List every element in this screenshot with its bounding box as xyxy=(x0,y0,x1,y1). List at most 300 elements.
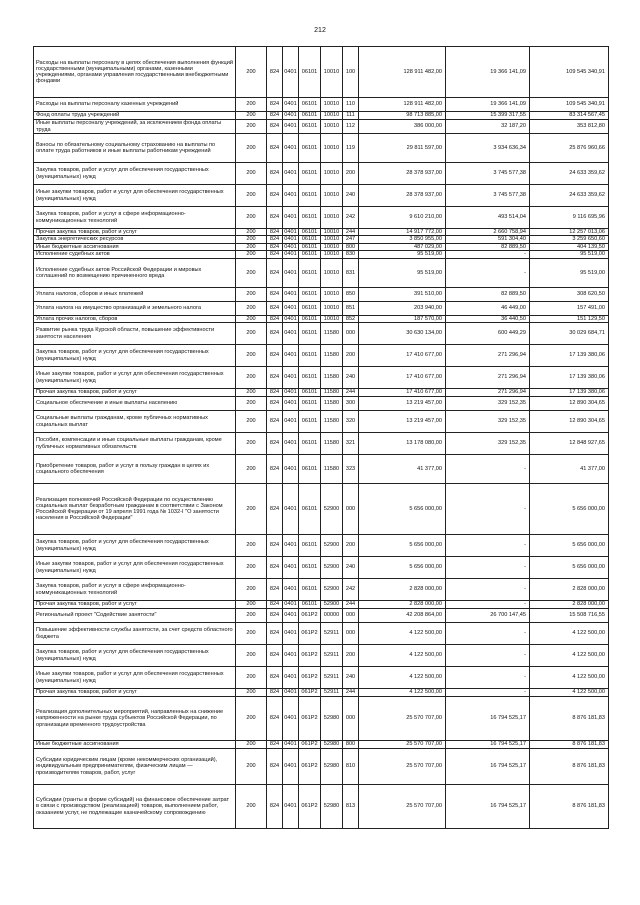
unexecuted-amount: 109 545 340,91 xyxy=(530,98,609,112)
approved-amount: 14 917 772,00 xyxy=(359,229,446,236)
executed-amount: 591 304,40 xyxy=(446,236,530,243)
expense-type-code: 321 xyxy=(343,433,359,455)
unexecuted-amount: 404 139,50 xyxy=(530,243,609,250)
row-name: Субсидии (гранты в форме субсидий) на финансовое обеспечение затрат в связи с производством (реализацией) товаров, выполнением работ, оказанием услуг, не подлежащие казначейскому сопровождению xyxy=(34,785,236,829)
table-row xyxy=(34,689,609,697)
budget-code: 200 xyxy=(236,367,267,389)
direction-code: 10010 xyxy=(321,163,343,185)
table-row xyxy=(34,455,609,484)
row-name: Фонд оплаты труда учреждений xyxy=(34,112,236,120)
budget-code: 200 xyxy=(236,163,267,185)
table-row xyxy=(34,785,609,829)
budget-code: 200 xyxy=(236,623,267,645)
section-code: 0401 xyxy=(283,134,299,163)
direction-code: 11580 xyxy=(321,389,343,397)
admin-code: 824 xyxy=(267,741,283,749)
admin-code: 824 xyxy=(267,609,283,623)
table-row xyxy=(34,484,609,535)
unexecuted-amount: 308 620,50 xyxy=(530,287,609,301)
row-name: Закупка товаров, работ и услуг в сфере информационно-коммуникационных технологий xyxy=(34,579,236,601)
program-code: 06101 xyxy=(299,323,321,345)
executed-amount: 271 296,94 xyxy=(446,389,530,397)
budget-code: 200 xyxy=(236,484,267,535)
approved-amount: 386 000,00 xyxy=(359,120,446,134)
budget-code: 200 xyxy=(236,411,267,433)
executed-amount: 16 794 525,17 xyxy=(446,741,530,749)
budget-code: 200 xyxy=(236,609,267,623)
row-name: Повышение эффективности службы занятости, за счет средств областного бюджета xyxy=(34,623,236,645)
direction-code: 11580 xyxy=(321,411,343,433)
row-name: Прочая закупка товаров, работ и услуг xyxy=(34,689,236,697)
row-name: Социальное обеспечение и иные выплаты населению xyxy=(34,397,236,411)
budget-code: 200 xyxy=(236,389,267,397)
direction-code: 10010 xyxy=(321,287,343,301)
row-name: Уплата налога на имущество организаций и земельного налога xyxy=(34,301,236,315)
admin-code: 824 xyxy=(267,345,283,367)
program-code: 06101 xyxy=(299,243,321,250)
table-row xyxy=(34,389,609,397)
section-code: 0401 xyxy=(284,251,297,258)
direction-code: 10010 xyxy=(321,229,343,236)
budget-code: 200 xyxy=(236,47,267,98)
approved-amount: 98 713 885,00 xyxy=(359,112,446,120)
row-name: Иные бюджетные ассигнования xyxy=(34,243,236,250)
budget-code: 200 xyxy=(236,689,267,697)
expense-type-code: 200 xyxy=(343,163,359,185)
table-row xyxy=(34,120,609,134)
direction-code: 10010 xyxy=(321,112,343,120)
program-code: 06101 xyxy=(299,120,321,134)
direction-code: 10010 xyxy=(321,243,343,250)
program-code: 06101 xyxy=(299,601,321,609)
approved-amount: 4 122 500,00 xyxy=(359,667,446,689)
program-code: 06101 xyxy=(299,47,321,98)
expense-type-code: 247 xyxy=(343,236,359,243)
approved-amount: 13 219 457,00 xyxy=(359,397,446,411)
table-row xyxy=(34,112,609,120)
table-row xyxy=(34,207,609,229)
executed-amount: 16 794 525,17 xyxy=(446,697,530,741)
expense-type-code: 323 xyxy=(343,455,359,484)
budget-code: 200 xyxy=(236,433,267,455)
section-code: 0401 xyxy=(283,645,299,667)
unexecuted-amount: 8 876 181,83 xyxy=(530,697,609,741)
program-code: 06101 xyxy=(299,163,321,185)
budget-code: 200 xyxy=(236,535,267,557)
direction-code: 52980 xyxy=(321,697,343,741)
executed-amount: - xyxy=(446,557,530,579)
unexecuted-amount: 12 257 013,06 xyxy=(530,229,609,236)
expense-type-code: 000 xyxy=(343,623,359,645)
section-code: 0401 xyxy=(284,112,297,119)
unexecuted-amount: 151 129,50 xyxy=(530,315,609,322)
budget-code: 200 xyxy=(236,250,267,258)
section-code: 0401 xyxy=(283,484,299,535)
program-code: 06101 xyxy=(299,557,321,579)
budget-code: 200 xyxy=(236,98,267,112)
section-code: 0401 xyxy=(284,243,297,250)
expense-type-code: 112 xyxy=(343,120,359,134)
section-code: 0401 xyxy=(283,367,299,389)
section-code: 0401 xyxy=(283,163,299,185)
admin-code: 824 xyxy=(267,433,283,455)
approved-amount: 5 656 000,00 xyxy=(359,484,446,535)
unexecuted-amount: 8 876 181,83 xyxy=(530,741,609,749)
budget-code: 200 xyxy=(236,120,267,134)
executed-amount: 3 745 577,38 xyxy=(446,185,530,207)
budget-code: 200 xyxy=(236,455,267,484)
approved-amount: 391 510,00 xyxy=(359,287,446,301)
section-code: 0401 xyxy=(283,287,299,301)
expense-type-code: 200 xyxy=(343,535,359,557)
direction-code: 52980 xyxy=(321,741,343,749)
direction-code: 10010 xyxy=(321,301,343,315)
executed-amount: 16 794 525,17 xyxy=(446,785,530,829)
expense-type-code: 244 xyxy=(343,229,359,236)
table-row xyxy=(34,397,609,411)
table-row xyxy=(34,579,609,601)
table-row xyxy=(34,645,609,667)
row-name: Реализация полномочий Российской Федерации по осуществлению социальных выплат безработным гражданам в соответствии с Законом Российской Федерации от 19 апреля 1991 года № 1032-I "О занятости населения в Российской Федерации" xyxy=(34,484,236,535)
direction-code: 11580 xyxy=(321,323,343,345)
table-row xyxy=(34,185,609,207)
program-code: 06101 xyxy=(299,98,321,112)
approved-amount: 13 178 080,00 xyxy=(359,433,446,455)
executed-amount: 600 449,29 xyxy=(446,323,530,345)
direction-code: 11580 xyxy=(321,433,343,455)
section-code: 0401 xyxy=(283,397,299,411)
table-row xyxy=(34,134,609,163)
executed-amount: 19 366 141,09 xyxy=(446,98,530,112)
executed-amount: - xyxy=(446,455,530,484)
expense-type-code: 000 xyxy=(343,484,359,535)
program-code: 06101 xyxy=(299,236,321,243)
approved-amount: 41 377,00 xyxy=(359,455,446,484)
executed-amount: 3 745 577,38 xyxy=(446,163,530,185)
executed-amount: 329 152,35 xyxy=(446,411,530,433)
row-name: Социальные выплаты гражданам, кроме публичных нормативных социальных выплат xyxy=(34,411,236,433)
program-code: 061P2 xyxy=(299,749,321,785)
executed-amount: 19 366 141,09 xyxy=(446,47,530,98)
table-row xyxy=(34,98,609,112)
budget-code: 200 xyxy=(236,229,267,236)
section-code: 0401 xyxy=(283,535,299,557)
expense-type-code: 200 xyxy=(343,345,359,367)
program-code: 06101 xyxy=(299,301,321,315)
budget-code: 200 xyxy=(236,323,267,345)
executed-amount: - xyxy=(446,667,530,689)
admin-code: 824 xyxy=(267,785,283,829)
approved-amount: 203 940,00 xyxy=(359,301,446,315)
program-code: 06101 xyxy=(299,258,321,287)
approved-amount: 4 122 500,00 xyxy=(359,623,446,645)
row-name: Уплата прочих налогов, сборов xyxy=(34,315,236,322)
budget-table xyxy=(33,46,609,829)
approved-amount: 487 029,00 xyxy=(359,243,446,250)
admin-code: 824 xyxy=(267,411,283,433)
program-code: 06101 xyxy=(299,411,321,433)
section-code: 0401 xyxy=(283,623,299,645)
direction-code: 52911 xyxy=(321,645,343,667)
section-code: 0401 xyxy=(283,345,299,367)
table-row xyxy=(34,367,609,389)
approved-amount: 4 122 500,00 xyxy=(359,645,446,667)
section-code: 0401 xyxy=(284,741,297,748)
budget-code: 200 xyxy=(236,207,267,229)
approved-amount: 28 378 937,00 xyxy=(359,185,446,207)
expense-type-code: 240 xyxy=(343,367,359,389)
expense-type-code: 242 xyxy=(343,207,359,229)
unexecuted-amount: 24 633 359,62 xyxy=(530,163,609,185)
program-code: 061P2 xyxy=(299,623,321,645)
direction-code: 11580 xyxy=(321,455,343,484)
unexecuted-amount: 8 876 181,83 xyxy=(530,749,609,785)
admin-code: 824 xyxy=(267,623,283,645)
approved-amount: 17 410 677,00 xyxy=(359,367,446,389)
budget-code: 200 xyxy=(236,397,267,411)
row-name: Закупка товаров, работ и услуг для обеспечения государственных (муниципальных) нужд xyxy=(34,345,236,367)
section-code: 0401 xyxy=(284,601,297,608)
row-name: Исполнение судебных актов xyxy=(34,250,236,258)
unexecuted-amount: 109 545 340,91 xyxy=(530,47,609,98)
section-code: 0401 xyxy=(283,258,299,287)
expense-type-code: 000 xyxy=(343,697,359,741)
budget-code: 200 xyxy=(236,749,267,785)
admin-code: 824 xyxy=(267,112,283,120)
direction-code: 52900 xyxy=(321,535,343,557)
unexecuted-amount: 24 633 359,62 xyxy=(530,185,609,207)
expense-type-code: 810 xyxy=(343,749,359,785)
section-code: 0401 xyxy=(283,207,299,229)
program-code: 06101 xyxy=(299,287,321,301)
approved-amount: 25 570 707,00 xyxy=(359,785,446,829)
admin-code: 824 xyxy=(267,229,283,236)
unexecuted-amount: 4 122 500,00 xyxy=(530,689,609,697)
executed-amount: 82 889,50 xyxy=(446,243,530,250)
row-name: Приобретение товаров, работ и услуг в пользу граждан в целях их социального обеспечения xyxy=(34,455,236,484)
direction-code: 10010 xyxy=(321,134,343,163)
admin-code: 824 xyxy=(267,697,283,741)
expense-type-code: 242 xyxy=(343,579,359,601)
table-row xyxy=(34,749,609,785)
unexecuted-amount: 5 656 000,00 xyxy=(530,535,609,557)
direction-code: 52900 xyxy=(321,579,343,601)
program-code: 06101 xyxy=(299,484,321,535)
direction-code: 52911 xyxy=(321,667,343,689)
budget-code: 200 xyxy=(236,579,267,601)
executed-amount: 271 296,94 xyxy=(446,367,530,389)
direction-code: 10010 xyxy=(321,98,343,112)
table-row xyxy=(34,345,609,367)
expense-type-code: 850 xyxy=(343,287,359,301)
row-name: Иные выплаты персоналу учреждений, за исключением фонда оплаты труда xyxy=(34,120,236,134)
admin-code: 824 xyxy=(267,163,283,185)
unexecuted-amount: 12 848 927,65 xyxy=(530,433,609,455)
unexecuted-amount: 30 029 684,71 xyxy=(530,323,609,345)
table-row xyxy=(34,287,609,301)
budget-code: 200 xyxy=(236,697,267,741)
executed-amount: 82 889,50 xyxy=(446,287,530,301)
program-code: 06101 xyxy=(299,207,321,229)
executed-amount: 329 152,35 xyxy=(446,433,530,455)
row-name: Иные закупки товаров, работ и услуг для обеспечения государственных (муниципальных) нужд xyxy=(34,667,236,689)
admin-code: 824 xyxy=(267,484,283,535)
approved-amount: 29 811 597,00 xyxy=(359,134,446,163)
row-name: Взносы по обязательному социальному страхованию на выплаты по оплате труда работников и иные выплаты работникам учреждений xyxy=(34,134,236,163)
approved-amount: 2 828 000,00 xyxy=(359,601,446,609)
unexecuted-amount: 3 259 650,60 xyxy=(530,236,609,243)
expense-type-code: 830 xyxy=(343,250,359,258)
admin-code: 824 xyxy=(267,557,283,579)
budget-code: 200 xyxy=(236,315,267,322)
executed-amount: 329 152,35 xyxy=(446,397,530,411)
expense-type-code: 119 xyxy=(343,134,359,163)
row-name: Развитие рынка труда Курской области, повышение эффективности занятости населения xyxy=(34,323,236,345)
approved-amount: 128 911 482,00 xyxy=(359,98,446,112)
budget-code: 200 xyxy=(236,243,267,250)
admin-code: 824 xyxy=(267,120,283,134)
approved-amount: 128 911 482,00 xyxy=(359,47,446,98)
unexecuted-amount: 12 890 304,65 xyxy=(530,411,609,433)
budget-code: 200 xyxy=(236,645,267,667)
table-row xyxy=(34,47,609,98)
admin-code: 824 xyxy=(267,258,283,287)
expense-type-code: 240 xyxy=(343,557,359,579)
direction-code: 10010 xyxy=(321,236,343,243)
program-code: 061P2 xyxy=(299,645,321,667)
row-name: Прочая закупка товаров, работ и услуг xyxy=(34,601,236,609)
program-code: 061P2 xyxy=(299,689,321,697)
expense-type-code: 813 xyxy=(343,785,359,829)
executed-amount: 3 934 636,34 xyxy=(446,134,530,163)
budget-code: 200 xyxy=(236,112,267,120)
row-name: Закупка энергетических ресурсов xyxy=(34,236,236,243)
admin-code: 824 xyxy=(267,47,283,98)
direction-code: 52911 xyxy=(321,623,343,645)
section-code: 0401 xyxy=(283,433,299,455)
expense-type-code: 240 xyxy=(343,667,359,689)
admin-code: 824 xyxy=(267,367,283,389)
executed-amount: 15 399 317,55 xyxy=(446,112,530,120)
admin-code: 824 xyxy=(267,301,283,315)
section-code: 0401 xyxy=(284,389,297,396)
expense-type-code: 200 xyxy=(343,645,359,667)
program-code: 06101 xyxy=(299,229,321,236)
program-code: 06101 xyxy=(299,579,321,601)
row-name: Иные закупки товаров, работ и услуг для обеспечения государственных (муниципальных) нужд xyxy=(34,185,236,207)
unexecuted-amount: 353 812,80 xyxy=(530,120,609,134)
direction-code: 52900 xyxy=(321,557,343,579)
approved-amount: 95 519,00 xyxy=(359,258,446,287)
executed-amount: - xyxy=(446,250,530,258)
admin-code: 824 xyxy=(267,250,283,258)
row-name: Закупка товаров, работ и услуг для обеспечения государственных (муниципальных) нужд xyxy=(34,163,236,185)
table-row xyxy=(34,243,609,250)
table-row xyxy=(34,258,609,287)
expense-type-code: 240 xyxy=(343,185,359,207)
expense-type-code: 244 xyxy=(343,389,359,397)
admin-code: 824 xyxy=(267,535,283,557)
budget-code: 200 xyxy=(236,134,267,163)
row-name: Субсидии юридическим лицам (кроме некоммерческих организаций), индивидуальным предпринимателям, физическим лицам — производителям товаров, работ, услуг xyxy=(34,749,236,785)
row-name: Иные закупки товаров, работ и услуг для обеспечения государственных (муниципальных) нужд xyxy=(34,367,236,389)
budget-code: 200 xyxy=(236,185,267,207)
executed-amount: 2 660 758,94 xyxy=(446,229,530,236)
section-code: 0401 xyxy=(283,697,299,741)
section-code: 0401 xyxy=(283,455,299,484)
program-code: 06101 xyxy=(299,397,321,411)
table-row xyxy=(34,411,609,433)
approved-amount: 17 410 677,00 xyxy=(359,389,446,397)
table-row xyxy=(34,697,609,741)
row-name: Реализация дополнительных мероприятий, направленных на снижение напряженности на рынке труда субъектов Российской Федерации, по организации временного трудоустройства xyxy=(34,697,236,741)
approved-amount: 9 610 210,00 xyxy=(359,207,446,229)
row-name: Расходы на выплаты персоналу в целях обеспечения выполнения функций государственными (муниципальными) органами, казенными учреждениями, органами управления государственными внебюджетными фондами xyxy=(34,47,236,98)
section-code: 0401 xyxy=(283,185,299,207)
approved-amount: 95 519,00 xyxy=(359,250,446,258)
direction-code: 10010 xyxy=(321,250,343,258)
expense-type-code: 851 xyxy=(343,301,359,315)
unexecuted-amount: 2 828 000,00 xyxy=(530,601,609,609)
approved-amount: 42 208 864,00 xyxy=(359,609,446,623)
program-code: 06101 xyxy=(299,535,321,557)
executed-amount: - xyxy=(446,258,530,287)
direction-code: 00000 xyxy=(321,609,343,623)
program-code: 06101 xyxy=(299,112,321,120)
unexecuted-amount: 17 139 380,06 xyxy=(530,367,609,389)
row-name: Иные закупки товаров, работ и услуг для обеспечения государственных (муниципальных) нужд xyxy=(34,557,236,579)
unexecuted-amount: 4 122 500,00 xyxy=(530,623,609,645)
executed-amount: 46 449,00 xyxy=(446,301,530,315)
table-row xyxy=(34,323,609,345)
direction-code: 10010 xyxy=(321,258,343,287)
admin-code: 824 xyxy=(267,315,283,322)
expense-type-code: 320 xyxy=(343,411,359,433)
row-name: Уплата налогов, сборов и иных платежей xyxy=(34,287,236,301)
table-row xyxy=(34,601,609,609)
program-code: 06101 xyxy=(299,134,321,163)
unexecuted-amount: 25 876 960,66 xyxy=(530,134,609,163)
admin-code: 824 xyxy=(267,667,283,689)
approved-amount: 5 656 000,00 xyxy=(359,535,446,557)
program-code: 06101 xyxy=(299,455,321,484)
expense-type-code: 244 xyxy=(343,601,359,609)
program-code: 061P2 xyxy=(299,609,321,623)
section-code: 0401 xyxy=(283,411,299,433)
section-code: 0401 xyxy=(283,323,299,345)
section-code: 0401 xyxy=(283,579,299,601)
admin-code: 824 xyxy=(267,455,283,484)
direction-code: 10010 xyxy=(321,185,343,207)
expense-type-code: 852 xyxy=(343,315,359,322)
admin-code: 824 xyxy=(267,645,283,667)
direction-code: 52900 xyxy=(321,601,343,609)
approved-amount: 28 378 937,00 xyxy=(359,163,446,185)
unexecuted-amount: 8 876 181,83 xyxy=(530,785,609,829)
approved-amount: 17 410 677,00 xyxy=(359,345,446,367)
table-row xyxy=(34,433,609,455)
approved-amount: 2 828 000,00 xyxy=(359,579,446,601)
unexecuted-amount: 12 890 304,65 xyxy=(530,397,609,411)
expense-type-code: 244 xyxy=(343,689,359,697)
budget-table-body xyxy=(34,47,609,829)
row-name: Закупка товаров, работ и услуг для обеспечения государственных (муниципальных) нужд xyxy=(34,535,236,557)
table-row xyxy=(34,741,609,749)
unexecuted-amount: 157 491,00 xyxy=(530,301,609,315)
executed-amount: 26 700 147,45 xyxy=(446,609,530,623)
program-code: 06101 xyxy=(299,433,321,455)
executed-amount: - xyxy=(446,579,530,601)
